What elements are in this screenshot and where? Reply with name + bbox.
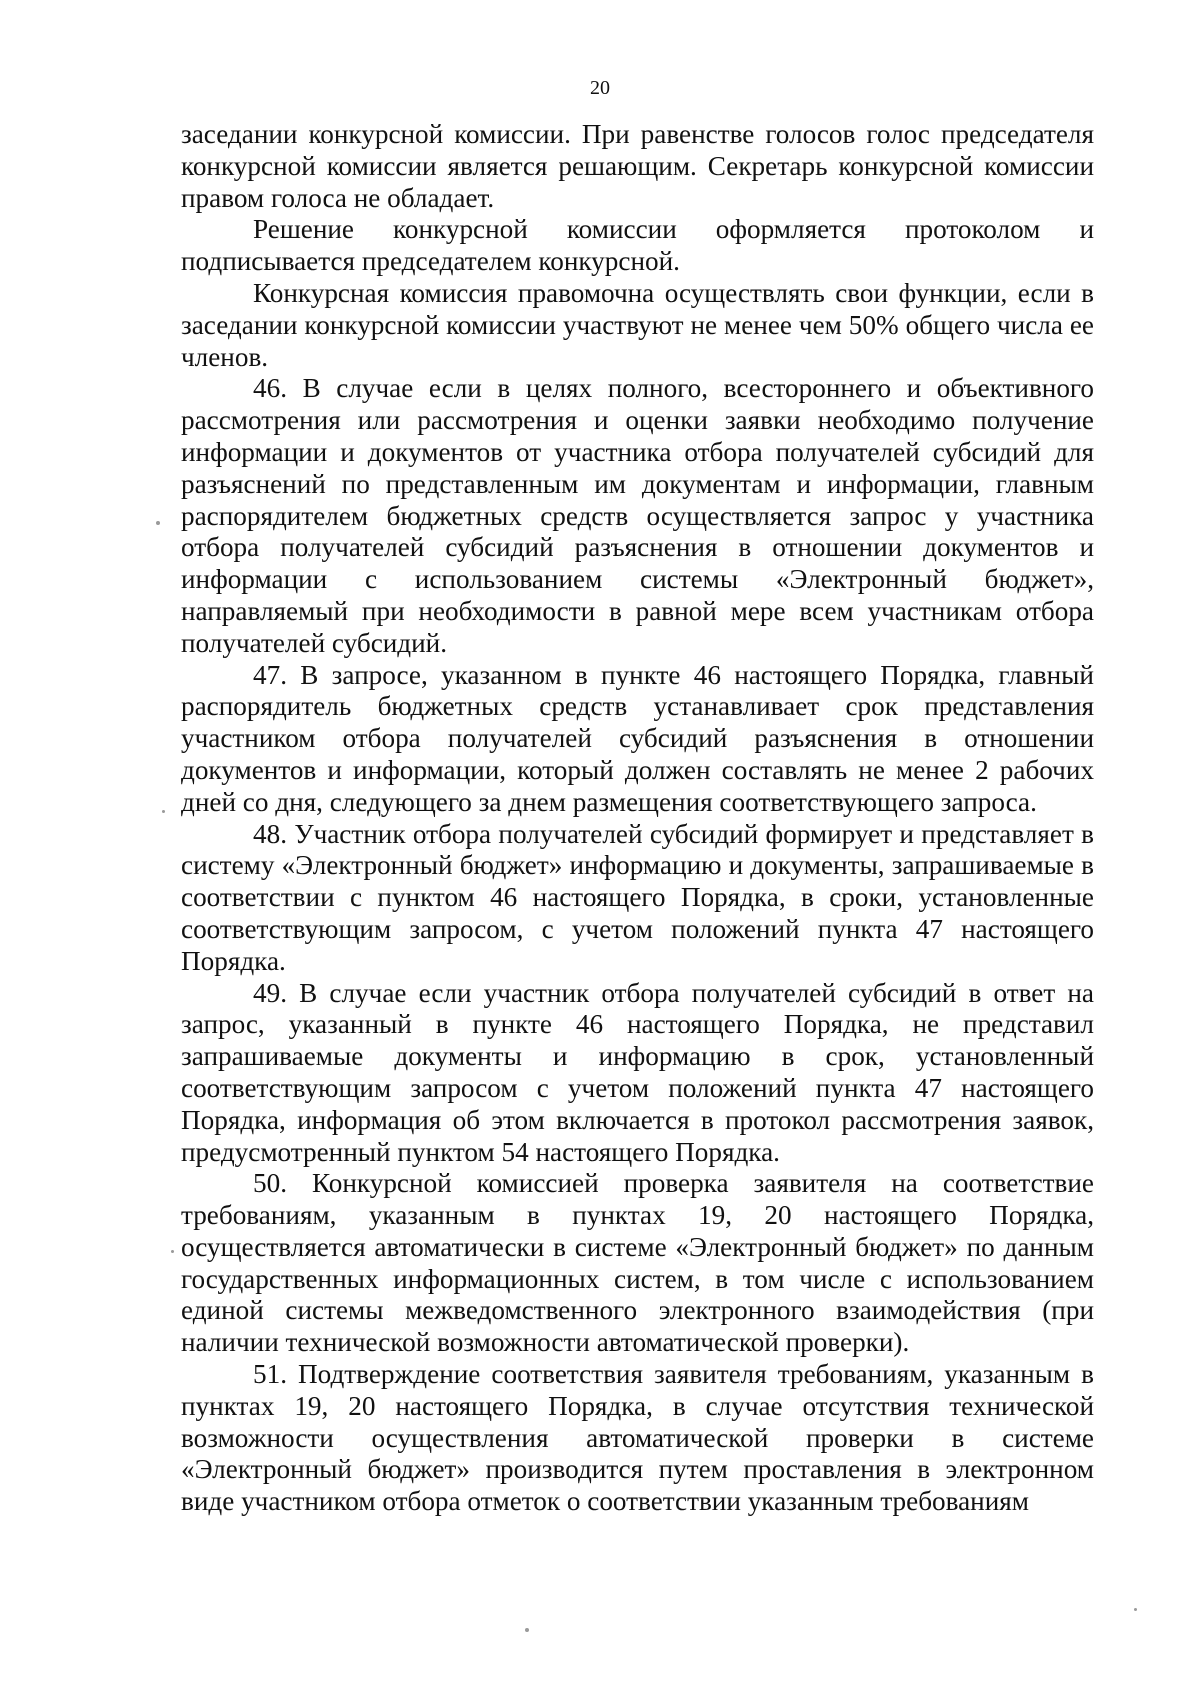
paragraph-item-50: 50. Конкурсной комиссией проверка заявителя на соответствие требованиям, указанным в пунктах 19, 20 настоящего Порядка, осуществляется автоматически в системе «Электронный бюджет» по данным государственных информационных систем, в том числе с использованием единой системы межведомственного электронного взаимодействия (при наличии технической возможности автоматической проверки). <box>181 1168 1094 1358</box>
document-body <box>181 119 1094 1518</box>
scan-dust-mark <box>1134 1608 1137 1611</box>
paragraph-commission-decision: Решение конкурсной комиссии оформляется протоколом и подписывается председателем конкурсной. <box>181 214 1094 277</box>
paragraph-commission-meeting: заседании конкурсной комиссии. При равенстве голосов голос председателя конкурсной комиссии является решающим. Секретарь конкурсной комиссии правом голоса не обладает. <box>181 119 1094 213</box>
scan-dust-mark <box>162 810 165 813</box>
paragraph-item-46: 46. В случае если в целях полного, всестороннего и объективного рассмотрения или рассмотрения и оценки заявки необходимо получение информации и документов от участника отбора получателей субсидий для разъяснений по представленным им документам и информации, главным распорядителем бюджетных средств осуществляется запрос у участника отбора получателей субсидий разъяснения в отношении документов и информации с использованием системы «Электронный бюджет», направляемый при необходимости в равной мере всем участникам отбора получателей субсидий. <box>181 373 1094 658</box>
scan-dust-mark <box>156 521 160 525</box>
paragraph-item-49: 49. В случае если участник отбора получателей субсидий в ответ на запрос, указанный в пункте 46 настоящего Порядка, не представил запрашиваемые документы и информацию в срок, установленный соответствующим запросом с учетом положений пункта 47 настоящего Порядка, информация об этом включается в протокол рассмотрения заявок, предусмотренный пунктом 54 настоящего Порядка. <box>181 977 1094 1167</box>
scan-dust-mark <box>171 1250 174 1253</box>
scan-dust-mark <box>525 1628 529 1632</box>
paragraph-commission-quorum: Конкурсная комиссия правомочна осуществлять свои функции, если в заседании конкурсной комиссии участвуют не менее чем 50% общего числа ее членов. <box>181 277 1094 372</box>
page-number: 20 <box>590 77 610 99</box>
paragraph-item-48: 48. Участник отбора получателей субсидий формирует и представляет в систему «Электронный бюджет» информацию и документы, запрашиваемые в соответствии с пунктом 46 настоящего Порядка, в сроки, установленные соответствующим запросом, с учетом положений пункта 47 настоящего Порядка. <box>181 818 1094 976</box>
paragraph-item-51: 51. Подтверждение соответствия заявителя требованиям, указанным в пунктах 19, 20 настоящего Порядка, в случае отсутствия технической возможности осуществления автоматической проверки в системе «Электронный бюджет» производится путем проставления в электронном виде участником отбора отметок о соответствии указанным требованиям <box>181 1359 1094 1517</box>
paragraph-item-47: 47. В запросе, указанном в пункте 46 настоящего Порядка, главный распорядитель бюджетных средств устанавливает срок представления участником отбора получателей субсидий разъяснения в отношении документов и информации, который должен составлять не менее 2 рабочих дней со дня, следующего за днем размещения соответствующего запроса. <box>181 659 1094 817</box>
